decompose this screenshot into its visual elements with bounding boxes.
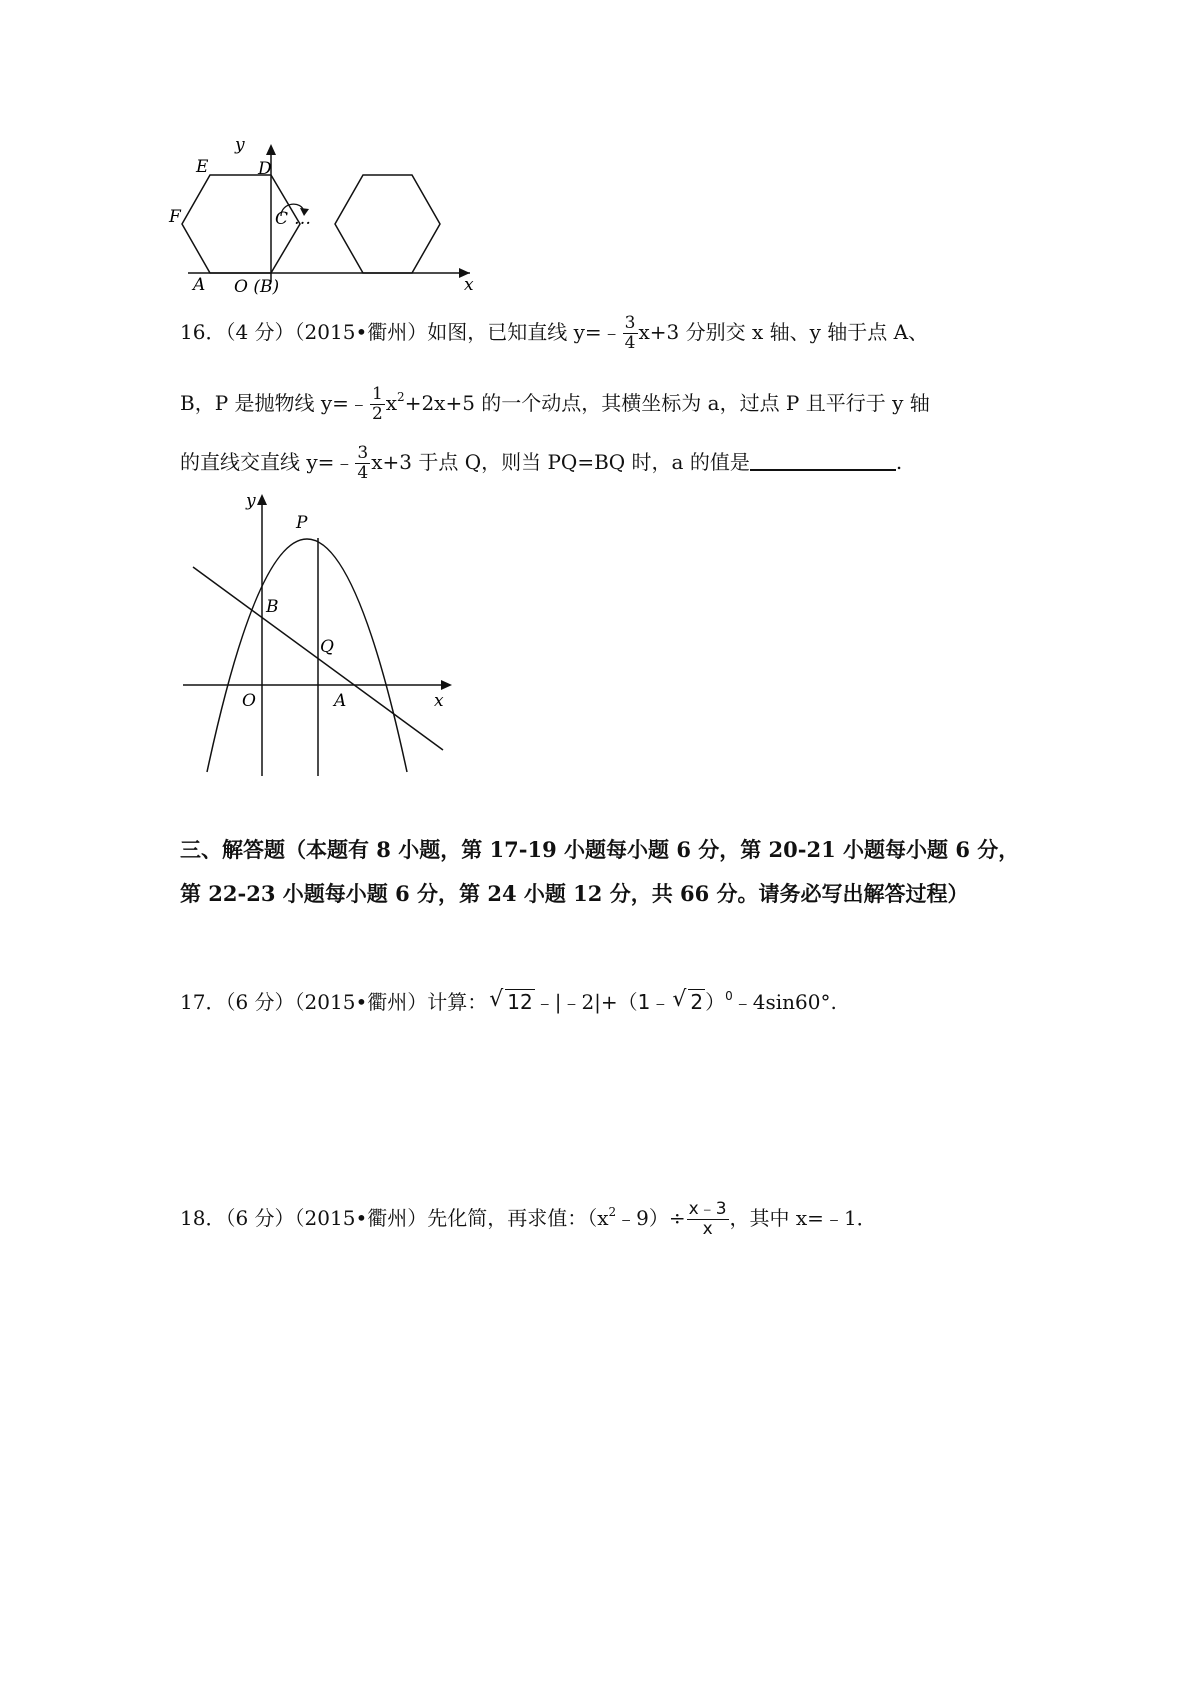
q18-frac-num: x﹣3: [688, 1199, 727, 1219]
q16-line3: [180, 442, 902, 482]
sqrt-icon: √: [672, 987, 687, 1012]
q16-line1-b: x+3 分别交 x 轴、y 轴于点 A、: [638, 320, 929, 344]
label-e: E: [196, 157, 209, 177]
q18-line: [180, 1192, 877, 1239]
label-b: B: [266, 597, 279, 617]
section3-heading: 三、解答题（本题有 8 小题，第 17-19 小题每小题 6 分，第 20-21 小题每小题 6 分，第 22-23 小题每小题 6 分，第 24 小题 12 分，共 66 分。请务必写出解答过程）: [180, 837, 1020, 906]
q16-score: （4 分）: [225, 320, 295, 344]
q16-frac3-den: 4: [357, 463, 369, 483]
label-o: O: [242, 691, 256, 711]
label-a: A: [334, 691, 347, 711]
q16-line2-a: B，P 是抛物线 y=﹣: [180, 391, 369, 415]
q18-mid: ﹣9）÷: [616, 1206, 686, 1230]
label-dots: …: [294, 209, 311, 229]
parabola-figure: [178, 492, 458, 782]
q18-source: （2015•衢州）: [294, 1206, 428, 1230]
q16-frac2: [370, 386, 385, 423]
parabola-curve: [207, 539, 407, 772]
x-axis-arrow: [441, 680, 452, 690]
q18-lead: 先化简，再求值：（x: [427, 1206, 609, 1230]
q16-line1-a: 如图，已知直线 y=﹣: [427, 320, 622, 344]
q16-line2-b: x: [385, 391, 398, 415]
q16-line2-sup: 2: [397, 390, 405, 404]
q16-line2: [180, 377, 930, 424]
sqrt-icon: √: [489, 987, 504, 1012]
q17-score: （6 分）: [225, 990, 295, 1014]
label-q: Q: [320, 637, 334, 657]
q17-sqrt12: [487, 982, 534, 1022]
label-y: y: [246, 491, 256, 511]
label-y: y: [235, 135, 245, 155]
q16-line1: [180, 312, 928, 352]
label-c: C: [275, 209, 289, 229]
q16-frac1: [623, 315, 638, 352]
q16-frac3-num: 3: [357, 443, 369, 463]
label-d: D: [258, 159, 272, 179]
q17-sqrt12-radicand: 12: [507, 990, 533, 1014]
label-a: A: [193, 275, 206, 295]
q17-paren-open: （1﹣: [617, 990, 671, 1014]
q18-tail: ，其中 x=﹣1．: [729, 1206, 877, 1230]
q18-sup: 2: [608, 1205, 617, 1219]
q16-frac1-den: 4: [624, 333, 636, 353]
y-axis-arrow: [266, 144, 276, 155]
q18-frac: [687, 1201, 729, 1238]
q17-sqrt2: [670, 982, 705, 1022]
q17-line: [180, 976, 837, 1016]
hexagon-rolled: [335, 175, 440, 273]
q16-number: 16．: [180, 320, 226, 344]
q17-source: （2015•衢州）: [294, 990, 428, 1014]
q16-line2-c: +2x+5 的一个动点，其横坐标为 a，过点 P 且平行于 y 轴: [404, 391, 930, 415]
label-x: x: [464, 275, 474, 295]
q17-lead: 计算：: [427, 990, 488, 1014]
q17-paren-close: ）: [705, 990, 726, 1014]
hexagon-figure: [169, 135, 478, 297]
q16-frac1-num: 3: [624, 313, 636, 333]
q16-answer-blank[interactable]: [750, 445, 896, 471]
q17-exponent: 0: [725, 989, 733, 1003]
label-ob: O (B): [234, 277, 280, 297]
q16-line3-b: x+3 于点 Q，则当 PQ=BQ 时，a 的值是: [371, 450, 750, 474]
q18-score: （6 分）: [225, 1206, 295, 1230]
label-f: F: [169, 207, 181, 227]
label-p: P: [296, 513, 308, 533]
q17-number: 17．: [180, 990, 226, 1014]
q16-frac2-den: 2: [371, 404, 383, 424]
q18-frac-den: x: [702, 1219, 713, 1239]
q16-source: （2015•衢州）: [294, 320, 428, 344]
y-axis-arrow: [257, 494, 267, 505]
q17-abs-part: ﹣|﹣2|+: [534, 990, 618, 1014]
q16-line3-a: 的直线交直线 y=﹣: [180, 450, 355, 474]
q18-number: 18．: [180, 1206, 226, 1230]
q16-frac3: [355, 445, 370, 482]
q17-sqrt2-radicand: 2: [690, 990, 704, 1014]
q16-frac2-num: 1: [371, 384, 383, 404]
label-x: x: [434, 691, 444, 711]
q17-tail: ﹣4sin60°.: [732, 990, 837, 1014]
q16-line3-end: .: [895, 450, 903, 474]
